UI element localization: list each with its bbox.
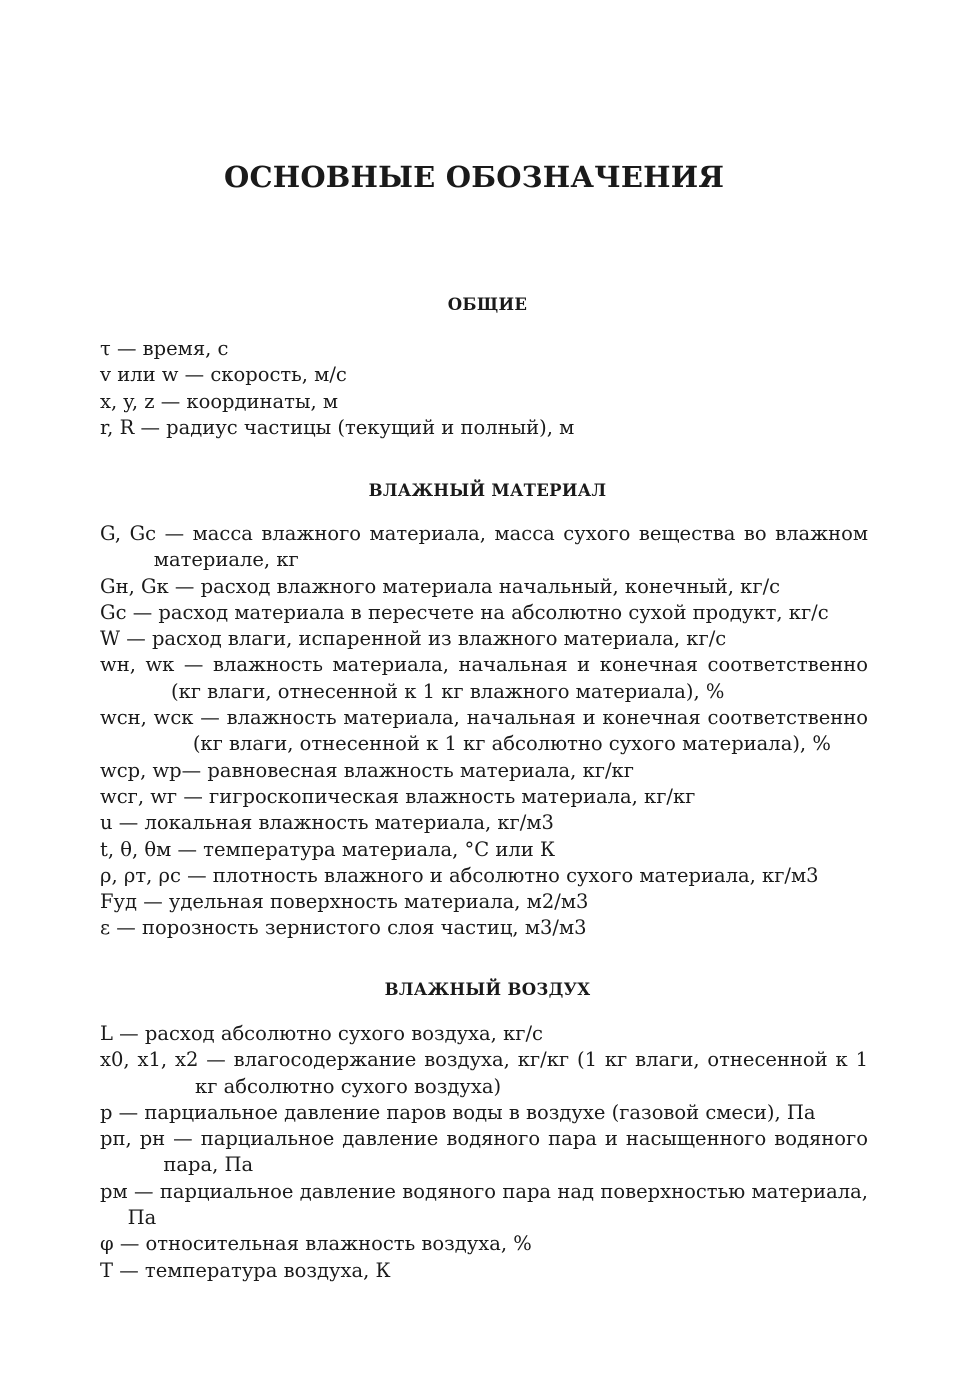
material-entry-porosity: ε — порозность зернистого слоя частиц, м3/м3 (100, 916, 587, 940)
air-entry-flow: L — расход абсолютно сухого воздуха, кг/с (100, 1022, 543, 1045)
material-entry-surface: Fуд — удельная поверхность материала, м2/м3 (100, 890, 589, 914)
material-entry-temperature: t, θ, θм — температура материала, °С или К (100, 837, 556, 861)
material-entry-flow: Gн, Gк — расход влажного материала начальный, конечный, кг/с (100, 574, 781, 598)
material-entry-equilibrium: wср, wр— равновесная влажность материала, кг/кг (100, 758, 634, 782)
material-entry-mass: G, Gс — масса влажного материала, масса сухого вещества во влажном материале, кг (100, 522, 868, 572)
general-entry-coordinates: x, y, z — координаты, м (100, 389, 339, 413)
air-entry-vapor-pressure: pп, pн — парциальное давление водяного пара и насыщенного водяного пара, Па (100, 1127, 868, 1177)
air-entry-partial-pressure: p — парциальное давление паров воды в воздухе (газовой смеси), Па (100, 1100, 816, 1124)
material-entry-evaporated: W — расход влаги, испаренной из влажного материала, кг/с (100, 627, 727, 651)
page-title: ОСНОВНЫЕ ОБОЗНАЧЕНИЯ (224, 160, 725, 194)
section-heading-material: ВЛАЖНЫЙ МАТЕРИАЛ (368, 481, 607, 500)
air-entry-temperature: T — температура воздуха, К (100, 1258, 391, 1282)
section-heading-general: ОБЩИЕ (447, 295, 528, 314)
material-entry-density: ρ, ρт, ρс — плотность влажного и абсолютно сухого материала, кг/м3 (100, 863, 819, 887)
general-entry-time: τ — время, с (100, 337, 229, 360)
section-heading-air: ВЛАЖНЫЙ ВОЗДУХ (384, 980, 591, 999)
material-entry-hygroscopic: wсг, wг — гигроскопическая влажность материала, кг/кг (100, 784, 696, 808)
general-entry-radius: r, R — радиус частицы (текущий и полный), м (100, 415, 575, 439)
general-list (100, 336, 868, 441)
air-list (100, 1021, 868, 1284)
air-entry-surface-pressure: pм — парциальное давление водяного пара над поверхностью материала, Па (100, 1179, 868, 1230)
air-entry-moisture-content: x0, x1, x2 — влагосодержание воздуха, кг/кг (1 кг влаги, отнесенной к 1 кг абсолютно сухого воздуха) (100, 1048, 868, 1098)
material-entry-moisture-wet: wн, wк — влажность материала, начальная и конечная соответственно (кг влаги, отнесенной к 1 кг влажного материала), % (100, 653, 868, 703)
material-entry-dry-flow: Gс — расход материала в пересчете на абсолютно сухой продукт, кг/с (100, 600, 829, 624)
air-entry-relative-humidity: φ — относительная влажность воздуха, % (100, 1232, 532, 1256)
material-entry-local: u — локальная влажность материала, кг/м3 (100, 811, 554, 835)
general-entry-velocity: v или w — скорость, м/с (100, 363, 347, 387)
material-list (100, 521, 868, 942)
material-entry-moisture-dry: wсн, wск — влажность материала, начальная и конечная соответственно (кг влаги, отнесенной к 1 кг абсолютно сухого материала), % (100, 706, 868, 756)
